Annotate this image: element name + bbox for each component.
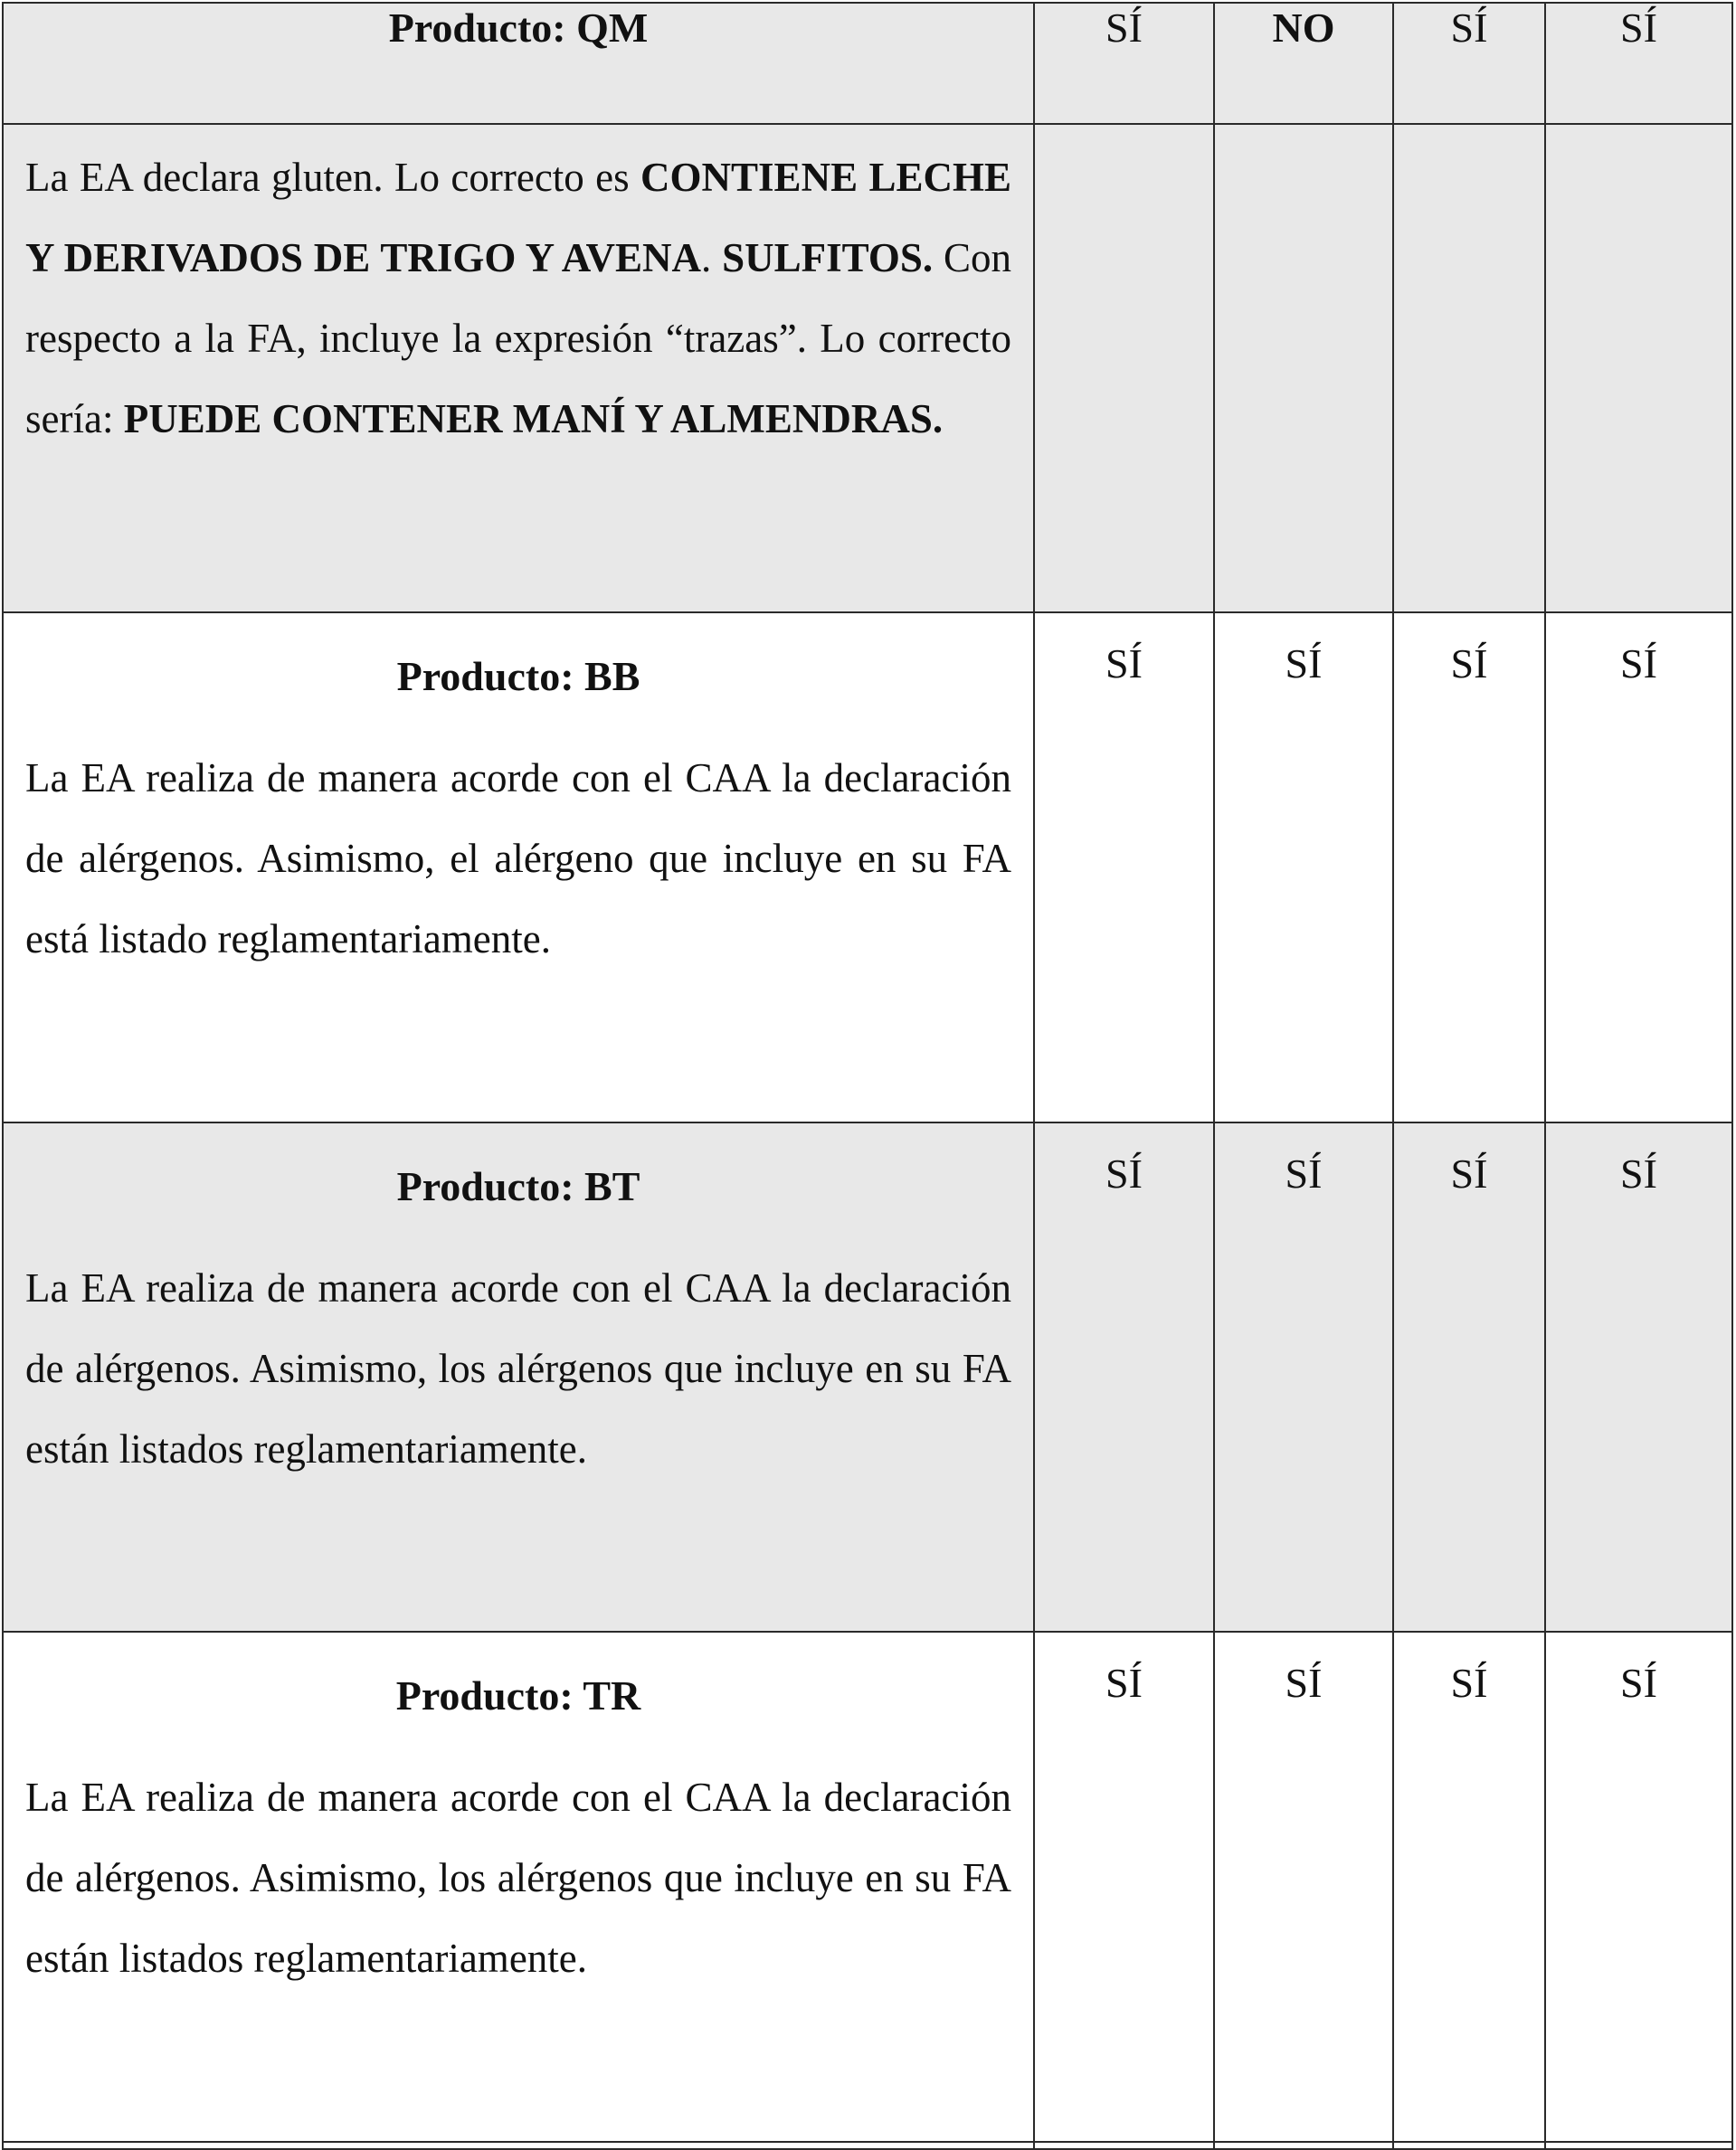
tr-mark-1: SÍ bbox=[1034, 1632, 1214, 2142]
bt-mark-2: SÍ bbox=[1214, 1122, 1393, 1632]
qm-mark-3: SÍ bbox=[1393, 3, 1545, 124]
table-row-bb bbox=[3, 612, 1732, 1122]
tr-mark-4: SÍ bbox=[1545, 1632, 1732, 2142]
bt-cell bbox=[3, 1122, 1034, 1632]
bt-description: La EA realiza de manera acorde con el CAA la declaración de alérgenos. Asimismo, los alérgenos que incluye en su FA están listados reglamentariamente. bbox=[25, 1265, 1011, 1472]
bt-mark-1: SÍ bbox=[1034, 1122, 1214, 1632]
table-row-next-partial bbox=[3, 2142, 1732, 2149]
bb-description: La EA realiza de manera acorde con el CAA la declaración de alérgenos. Asimismo, el alérgeno que incluye en su FA está listado reglamentariamente. bbox=[25, 755, 1011, 961]
bt-mark-3: SÍ bbox=[1393, 1122, 1545, 1632]
qm-mark-2: NO bbox=[1214, 3, 1393, 124]
next-row-cell-3 bbox=[1214, 2142, 1393, 2149]
tr-description: La EA realiza de manera acorde con el CAA la declaración de alérgenos. Asimismo, los alérgenos que incluye en su FA están listados reglamentariamente. bbox=[25, 1775, 1011, 1981]
allergen-review-table bbox=[2, 2, 1733, 2150]
qm-empty-cell-2 bbox=[1214, 124, 1393, 612]
bb-mark-3: SÍ bbox=[1393, 612, 1545, 1122]
product-title-tr: Producto: TR bbox=[395, 1672, 641, 1719]
qm-empty-cell-1 bbox=[1034, 124, 1214, 612]
product-title-qm: Producto: QM bbox=[3, 3, 1034, 124]
next-row-cell-2 bbox=[1034, 2142, 1214, 2149]
tr-mark-2: SÍ bbox=[1214, 1632, 1393, 2142]
qm-empty-cell-3 bbox=[1393, 124, 1545, 612]
bb-mark-1: SÍ bbox=[1034, 612, 1214, 1122]
qm-mark-4: SÍ bbox=[1545, 3, 1732, 124]
table-row-qm-description bbox=[3, 124, 1732, 612]
bb-mark-4: SÍ bbox=[1545, 612, 1732, 1122]
bb-mark-2: SÍ bbox=[1214, 612, 1393, 1122]
next-row-cell-4 bbox=[1393, 2142, 1545, 2149]
qm-description: La EA declara gluten. Lo correcto es CONTIENE LECHE Y DERIVADOS DE TRIGO Y AVENA. SULFITOS. Con respecto a la FA, incluye la expresión “trazas”. Lo correcto sería: PUEDE CONTENER MANÍ Y ALMENDRAS. bbox=[25, 155, 1011, 441]
table-row-bt bbox=[3, 1122, 1732, 1632]
table-row-qm-header bbox=[3, 3, 1732, 124]
qm-empty-cell-4 bbox=[1545, 124, 1732, 612]
product-title-bb: Producto: BB bbox=[396, 653, 640, 699]
bt-mark-4: SÍ bbox=[1545, 1122, 1732, 1632]
tr-mark-3: SÍ bbox=[1393, 1632, 1545, 2142]
tr-cell bbox=[3, 1632, 1034, 2142]
table-row-tr bbox=[3, 1632, 1732, 2142]
next-row-cell-1 bbox=[3, 2142, 1034, 2149]
qm-mark-1: SÍ bbox=[1034, 3, 1214, 124]
next-row-cell-5 bbox=[1545, 2142, 1732, 2149]
bb-cell bbox=[3, 612, 1034, 1122]
qm-description-cell bbox=[3, 124, 1034, 612]
product-title-bt: Producto: BT bbox=[396, 1163, 640, 1209]
